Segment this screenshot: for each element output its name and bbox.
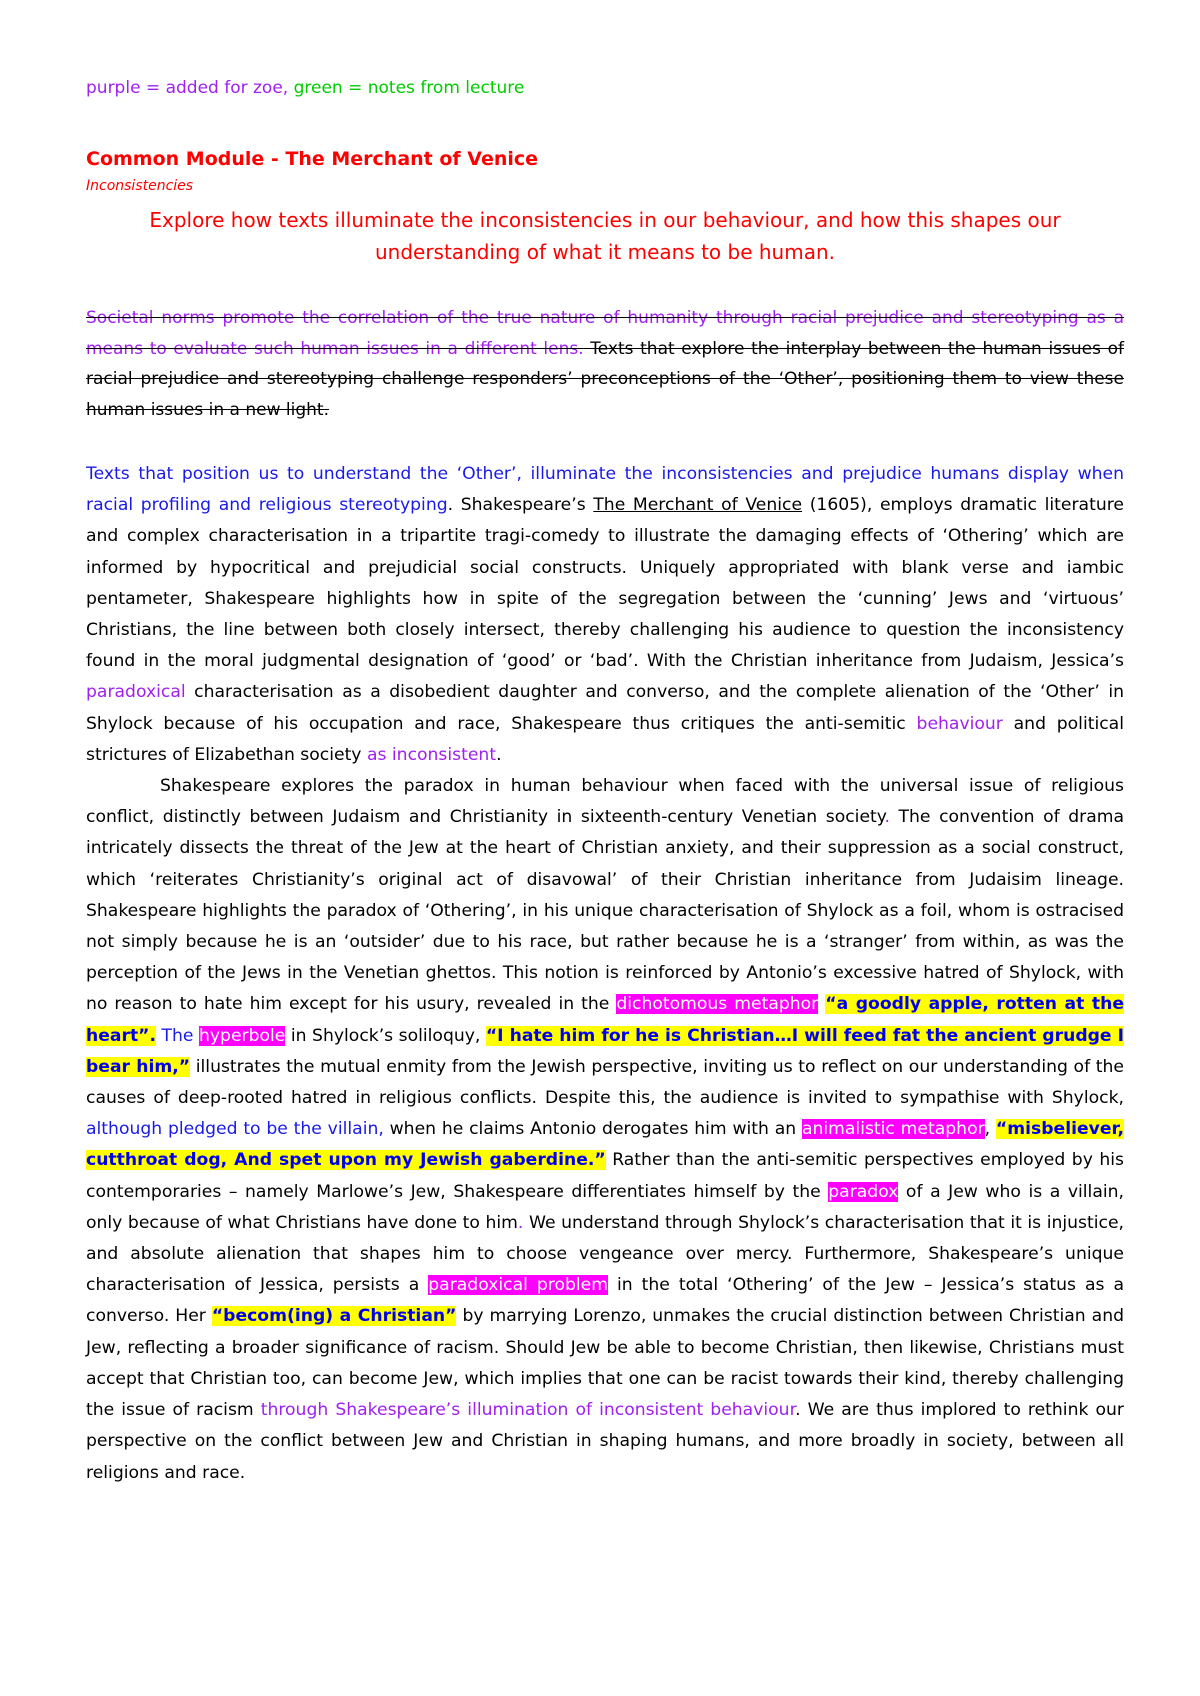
text-run: . Shakespeare’s: [447, 495, 594, 516]
text-run: in Shylock’s soliloquy,: [285, 1025, 486, 1046]
highlight-technique: paradox: [828, 1181, 899, 1202]
paragraph-intro: [86, 459, 1124, 771]
text-run: by marrying Lorenzo, unmakes the crucial distinction between Christian and Jew, reflecting a broader significance of racism. Should Jew be able to become Christian, then likewise, Christians must accept that Christian too, can become Jew, which implies that one can be racist towards their kind, thereby challenging the issue of racism: [86, 1306, 1124, 1421]
text-run: and political strictures of Elizabethan society: [86, 713, 1124, 765]
text-run: of a Jew who is a villain, only because of what Christians have done to him: [86, 1181, 1124, 1233]
text-run: in the total ‘Othering’ of the Jew – Jessica’s status as a converso. Her: [86, 1275, 1124, 1327]
highlight-quote: “becom(ing) a Christian”: [211, 1306, 457, 1327]
highlight-quote: “misbeliever, cutthroat dog, And spet upon my Jewish gaberdine.”: [86, 1119, 1124, 1171]
highlight-technique: paradoxical problem: [428, 1275, 608, 1296]
essay-body: [86, 459, 1124, 1489]
highlight-technique: animalistic metaphor: [801, 1119, 985, 1140]
struck-thesis: [86, 303, 1124, 425]
struck-black-text: Texts that explore the interplay between the human issues of racial prejudice and stereotyping challenge responders’ preconceptions of the ‘Other’, positioning them to view these human issues in a new light.: [86, 338, 1124, 420]
text-run: Shakespeare explores the paradox in human behaviour when faced with the universal issue of religious conflict, distinctly between Judaism and Christianity in sixteenth-century Venetian society: [86, 776, 1124, 828]
book-title: The Merchant of Venice: [593, 495, 803, 516]
highlight-quote: “a goodly apple, rotten at the heart”.: [86, 994, 1125, 1046]
text-run: We understand through Shylock’s characterisation that it is injustice, and absolute alienation that shapes him to choose vengeance over mercy. Furthermore, Shakespeare’s unique characterisation of Jessica, persists a: [86, 1212, 1124, 1296]
text-run: characterisation as a disobedient daughter and converso, and the complete alienation of the ‘Other’ in Shylock because of his occupation and race, Shakespeare thus critiques the anti-semitic: [86, 682, 1124, 734]
purple-note: .: [884, 807, 890, 828]
text-run: . We are thus implored to rethink our perspective on the conflict between Jew and Christian in shaping humans, and more broadly in society, between all religions and race.: [86, 1400, 1124, 1483]
struck-purple-text: Societal norms promote the correlation of the true nature of humanity through racial prejudice and stereotyping as a means to evaluate such human issues in a different lens.: [86, 308, 1124, 359]
text-run: ,: [984, 1119, 996, 1140]
blue-note: The: [156, 1025, 199, 1046]
text-run: illustrates the mutual enmity from the Jewish perspective, inviting us to reflect on our understanding of the causes of deep-rooted hatred in religious conflicts. Despite this, the audience is invited to sympathise with Shylock,: [86, 1056, 1124, 1109]
purple-note: as inconsistent: [366, 744, 497, 765]
text-run: when he claims Antonio derogates him with an: [383, 1119, 802, 1140]
document-title: Common Module - The Merchant of Venice: [86, 148, 539, 170]
document-subtitle: Inconsistencies: [86, 178, 194, 194]
highlight-technique: dichotomous metaphor: [616, 994, 819, 1015]
purple-note: behaviour: [916, 713, 1003, 734]
purple-note: paradoxical: [86, 682, 186, 703]
purple-note: .: [517, 1212, 524, 1233]
legend-green: green = notes from lecture: [293, 78, 525, 98]
text-run: Rather than the anti-semitic perspectives employed by his contemporaries – namely Marlowe’s Jew, Shakespeare differentiates himself by the: [86, 1150, 1124, 1202]
text-run: (1605), employs dramatic literature and complex characterisation in a tripartite tragi-comedy to illustrate the damaging effects of ‘Othering’ which are informed by hypocritical and prejudicial social constructs. Uniquely appropriated with blank verse and iambic pentameter, Shakespeare highlights how in spite of the segregation between the ‘cunning’ Jews and ‘virtuous’ Christians, the line between both closely intersect, thereby challenging his audience to question the inconsistency found in the moral judgmental designation of ‘good’ or ‘bad’. With the Christian inheritance from Judaism, Jessica’s: [86, 495, 1124, 672]
essay-question: Explore how texts illuminate the inconsistencies in our behaviour, and how this shapes our understanding of what it means to be human.: [149, 208, 1061, 264]
color-legend: [86, 76, 524, 100]
blue-note: although pledged to be the villain,: [86, 1119, 384, 1140]
purple-note: through Shakespeare’s illumination of inconsistent behaviour: [260, 1400, 796, 1421]
text-run: The convention of drama intricately dissects the threat of the Jew at the heart of Christian anxiety, and their suppression as a social construct, which ‘reiterates Christianity’s original act of disavowal’ of their Christian inheritance from Judaisim lineage. Shakespeare highlights the paradox of ‘Othering’, in his unique characterisation of Shylock as a foil, whom is ostracised not simply because he is an ‘outsider’ due to his race, but rather because he is a ‘stranger’ from within, as was the perception of the Jews in the Venetian ghettos. This notion is reinforced by Antonio’s excessive hatred of Shylock, with no reason to hate him except for his usury, revealed in the: [86, 807, 1125, 1015]
paragraph-body: [86, 771, 1124, 1489]
text-run: .: [496, 744, 502, 765]
legend-purple: purple = added for zoe,: [86, 78, 289, 98]
thesis-statement: Texts that position us to understand the ‘Other’, illuminate the inconsistencies and prejudice humans display when racial profiling and religious stereotyping: [86, 464, 1124, 516]
highlight-technique: hyperbole: [198, 1025, 286, 1046]
highlight-quote: “I hate him for he is Christian…I will feed fat the ancient grudge I bear him,”: [86, 1025, 1124, 1077]
